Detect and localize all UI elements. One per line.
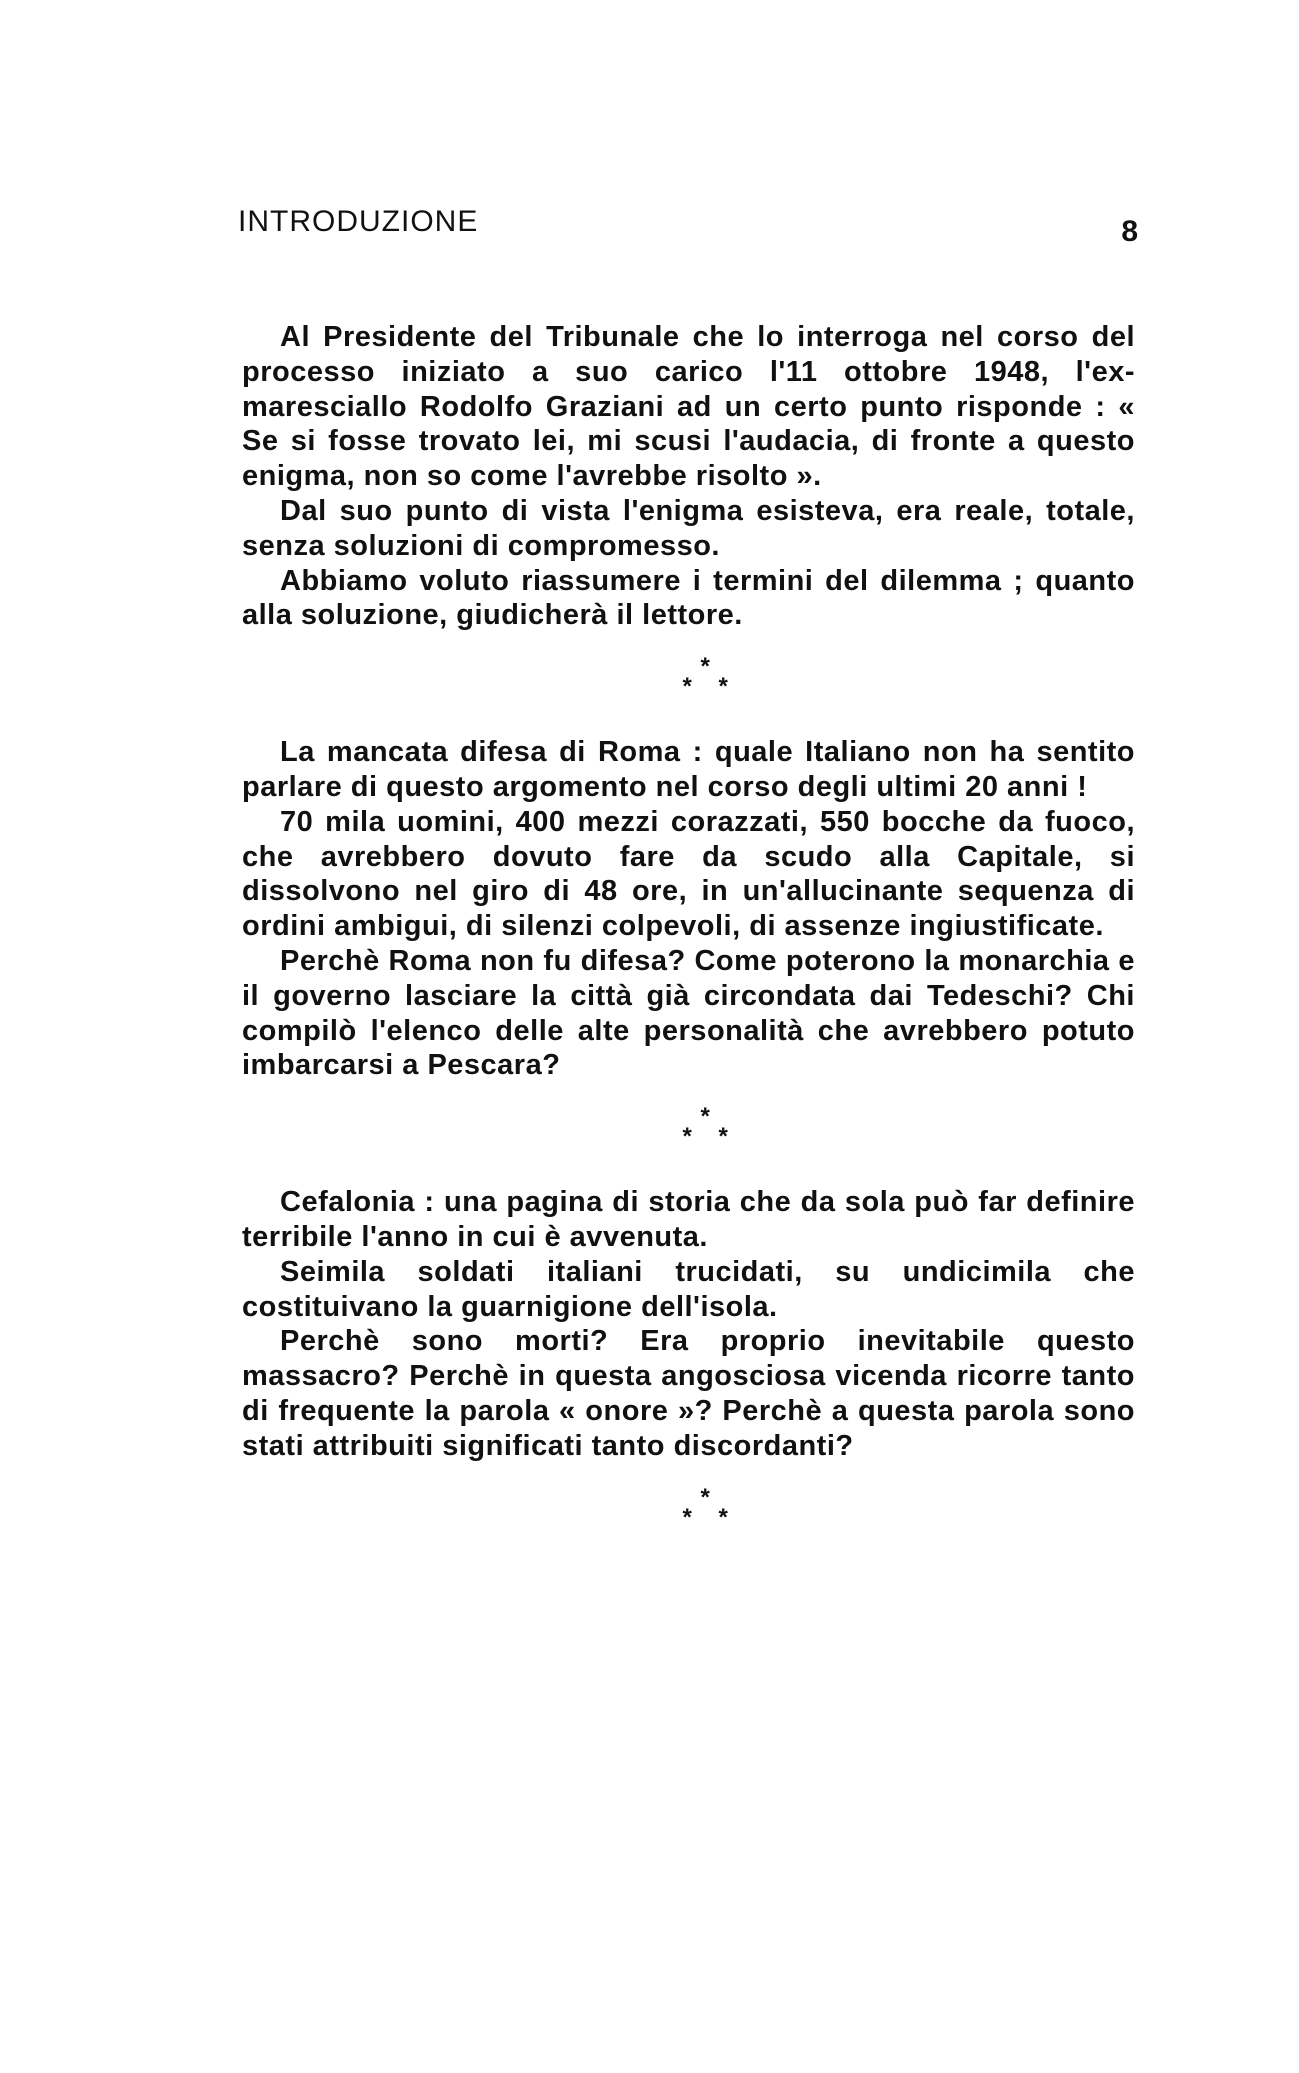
asterisk: * [700,1103,710,1131]
asterisk: * [718,673,728,701]
section-roma [242,735,1135,1083]
paragraph: 70 mila uomini, 400 mezzi corazzati, 550 bocche da fuoco, che avrebbero dovuto fare da scudo alla Capitale, si dissolvono nel giro di 48 ore, in un'allucinante sequenza di ordini ambigui, di silenzi colpevoli, di assenze ingiustificate. [242,805,1135,943]
paragraph: La mancata difesa di Roma : quale Italiano non ha sentito parlare di questo argomento nel corso degli ultimi 20 anni ! [242,736,1135,803]
asterisk: * [718,1503,728,1531]
page-number: 8 [1121,215,1138,248]
running-title: INTRODUZIONE [238,205,479,238]
asterisk: * [682,673,692,701]
asterisk: * [682,1123,692,1151]
paragraph: Perchè Roma non fu difesa? Come poterono la monarchia e il governo lasciare la città già circondata dai Tedeschi? Chi compilò l'elenco delle alte personalità che avrebbero potuto imbarcarsi a Pescara? [242,944,1135,1082]
paragraph: Al Presidente del Tribunale che lo interroga nel corso del processo iniziato a suo carico l'11 ottobre 1948, l'ex-maresciallo Rodolfo Graziani ad un certo punto risponde : « Se si fosse trovato lei, mi scusi l'audacia, di fronte a questo enigma, non so come l'avrebbe risolto ». [242,321,1135,493]
asterisk: * [682,1503,692,1531]
paragraph: Abbiamo voluto riassumere i termini del dilemma ; quanto alla soluzione, giudicherà il lettore. [242,564,1135,632]
paragraph: Perchè sono morti? Era proprio inevitabile questo massacro? Perchè in questa angosciosa vicenda ricorre tanto di frequente la parola « onore »? Perchè a questa parola sono stati attribuiti significati tanto discordanti? [242,1325,1135,1462]
running-head [238,205,1138,248]
section-cefalonia [242,1185,1135,1463]
paragraph: Seimila soldati italiani trucidati, su undicimila che costituivano la guarnigione dell'isola. [242,1255,1135,1323]
asterisk: * [718,1123,728,1151]
asterism-separator [679,655,739,705]
section-graziani [242,320,1135,633]
page-body [242,320,1135,1566]
paragraph: Dal suo punto di vista l'enigma esisteva, era reale, totale, senza soluzioni di compromesso. [242,494,1135,562]
asterisk: * [700,653,710,681]
asterisk: * [700,1483,710,1511]
asterism-separator [679,1105,739,1155]
asterism-separator [679,1483,739,1536]
paragraph: Cefalonia : una pagina di storia che da sola può far definire terribile l'anno in cui è avvenuta. [242,1186,1135,1253]
